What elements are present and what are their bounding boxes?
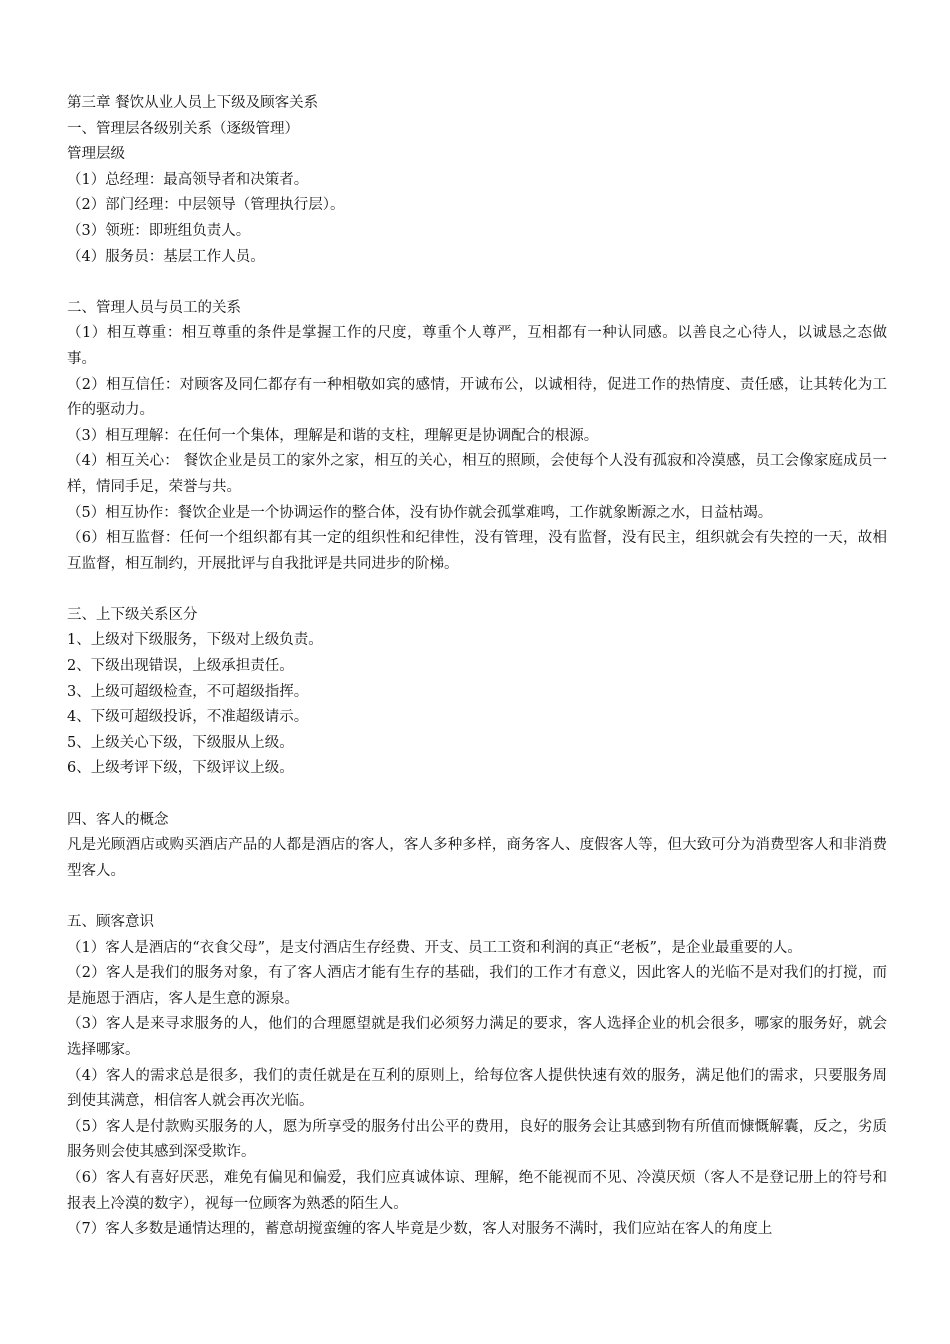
list-item: （5）相互协作：餐饮企业是一个协调运作的整合体，没有协作就会孤掌难鸣，工作就象断源之水，日益枯竭。 [67, 504, 773, 521]
list-item: 2、下级出现错误，上级承担责任。 [67, 658, 294, 675]
list-item: （2）相互信任：对顾客及同仁都存有一种相敬如宾的感情，开诚布公，以诚相待，促进工作的热情度、责任感，让其转化为工作的驱动力。 [67, 376, 887, 419]
section4-text: 凡是光顾酒店或购买酒店产品的人都是酒店的客人，客人多种多样，商务客人、度假客人等，但大致可分为消费型客人和非消费型客人。 [67, 837, 887, 879]
section4-heading: 四、客人的概念 [67, 811, 169, 828]
list-item: （3）客人是来寻求服务的人，他们的合理愿望就是我们必须努力满足的要求，客人选择企业的机会很多，哪家的服务好，就会选择哪家。 [67, 1016, 887, 1058]
list-item: （3）相互理解：在任何一个集体，理解是和谐的支柱，理解更是协调配合的根源。 [67, 427, 599, 444]
list-item: 1、上级对下级服务，下级对上级负责。 [67, 632, 323, 649]
list-item: （4）客人的需求总是很多，我们的责任就是在互利的原则上，给每位客人提供快速有效的服务，满足他们的需求，只要服务周到使其满意，相信客人就会再次光临。 [67, 1067, 887, 1110]
list-item: （4）服务员：基层工作人员。 [67, 248, 265, 265]
list-item: 5、上级关心下级，下级服从上级。 [67, 734, 294, 751]
list-item: （7）客人多数是通情达理的，蓄意胡搅蛮缠的客人毕竟是少数，客人对服务不满时，我们应站在客人的角度上 [67, 1221, 773, 1238]
list-item: （1）相互尊重：相互尊重的条件是掌握工作的尺度，尊重个人尊严，互相都有一种认同感。以善良之心待人，以诚恳之态做事。 [67, 325, 887, 367]
list-item: 4、下级可超级投诉，不准超级请示。 [67, 709, 309, 726]
section3-heading: 三、上下级关系区分 [67, 606, 198, 623]
list-item: （6）客人有喜好厌恶，难免有偏见和偏爱，我们应真诚体谅、理解，绝不能视而不见、冷漠厌烦（客人不是登记册上的符号和报表上冷漠的数字），视每一位顾客为熟悉的陌生人。 [67, 1169, 887, 1212]
chapter-title: 第三章 餐饮从业人员上下级及顾客关系 [67, 95, 319, 111]
list-item: （1）总经理：最高领导者和决策者。 [67, 171, 309, 188]
list-item: （6）相互监督：任何一个组织都有其一定的组织性和纪律性，没有管理，没有监督，没有民主，组织就会有失控的一天，故相互监督，相互制约，开展批评与自我批评是共同进步的阶梯。 [67, 530, 887, 572]
spacer [67, 884, 887, 910]
list-item: 6、上级考评下级，下级评议上级。 [67, 760, 294, 777]
spacer [67, 577, 887, 603]
list-item: （2）部门经理：中层领导（管理执行层）。 [67, 197, 345, 214]
list-item: （2）客人是我们的服务对象，有了客人酒店才能有生存的基础，我们的工作才有意义，因此客人的光临不是对我们的打搅，而是施恩于酒店，客人是生意的源泉。 [67, 965, 887, 1007]
list-item: 3、上级可超级检查，不可超级指挥。 [67, 683, 309, 700]
spacer [67, 782, 887, 808]
list-item: （5）客人是付款购买服务的人，愿为所享受的服务付出公平的费用，良好的服务会让其感到物有所值而慷慨解囊，反之，劣质服务则会使其感到深受欺诈。 [67, 1118, 887, 1161]
document-body [67, 91, 887, 1243]
section1-heading: 一、管理层各级别关系（逐级管理） [67, 120, 299, 137]
list-item: （4）相互关心： 餐饮企业是员工的家外之家，相互的关心，相互的照顾，会使每个人没有孤寂和冷漠感，员工会像家庭成员一样，情同手足，荣誉与共。 [67, 453, 887, 495]
section1-subheading: 管理层级 [67, 146, 125, 163]
spacer [67, 270, 887, 296]
section2-heading: 二、管理人员与员工的关系 [67, 299, 241, 316]
list-item: （3）领班：即班组负责人。 [67, 222, 251, 239]
list-item: （1）客人是酒店的“衣食父母”，是支付酒店生存经费、开支、员工工资和利润的真正“老板”，是企业最重要的人。 [67, 939, 802, 956]
section5-heading: 五、顾客意识 [67, 914, 154, 930]
